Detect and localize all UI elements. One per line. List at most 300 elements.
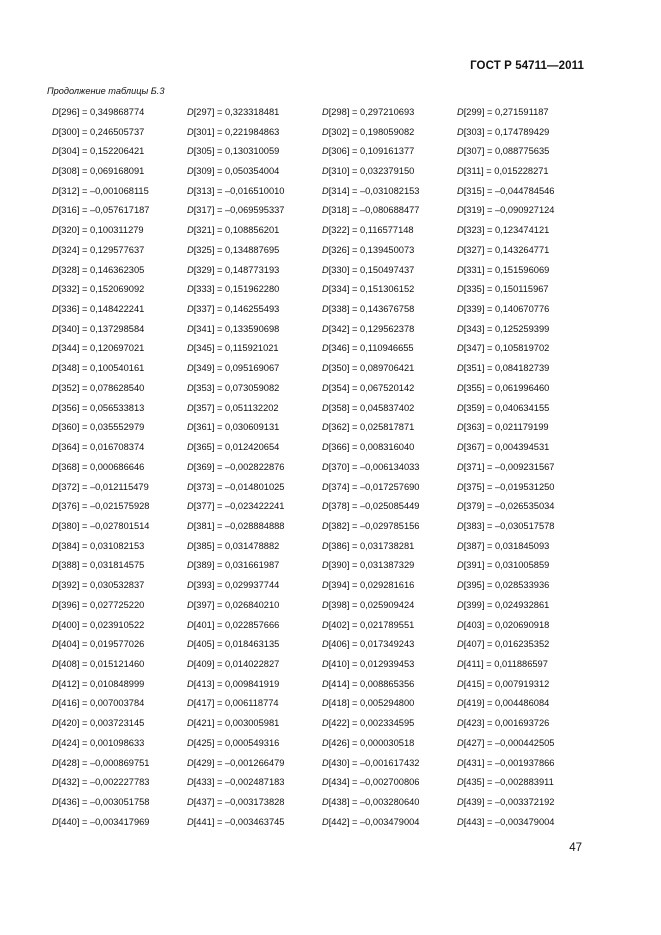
table-caption: Продолжение таблицы Б.3	[47, 86, 165, 96]
table-cell	[52, 501, 187, 511]
variable-name: D	[457, 402, 464, 413]
variable-name: D	[322, 244, 329, 255]
table-cell	[457, 304, 592, 314]
variable-name: D	[52, 185, 59, 196]
coefficient-value: [361] = 0,030609131	[193, 422, 280, 433]
coefficient-value: [426] = 0,000030518	[328, 737, 415, 748]
coefficient-value: [332] = 0,152069092	[58, 284, 145, 295]
table-cell	[322, 797, 457, 807]
table-row	[52, 615, 592, 635]
variable-name: D	[322, 146, 329, 157]
coefficient-value: [375] = –0,019531250	[463, 481, 555, 492]
coefficient-value: [365] = 0,012420654	[193, 442, 280, 453]
coefficient-value: [394] = 0,029281616	[328, 580, 415, 591]
coefficient-value: [373] = –0,014801025	[193, 481, 285, 492]
coefficient-value: [320] = 0,100311279	[58, 225, 144, 236]
variable-name: D	[457, 718, 464, 729]
table-cell	[457, 521, 592, 531]
table-cell	[322, 462, 457, 472]
table-row	[52, 161, 592, 181]
variable-name: D	[457, 540, 464, 551]
table-row	[52, 299, 592, 319]
variable-name: D	[457, 166, 464, 177]
coefficient-value: [309] = 0,050354004	[193, 166, 280, 177]
table-cell	[322, 146, 457, 156]
variable-name: D	[187, 264, 194, 275]
coefficient-value: [377] = –0,023422241	[193, 501, 285, 512]
table-cell	[457, 620, 592, 630]
variable-name: D	[457, 442, 464, 453]
variable-name: D	[322, 797, 329, 808]
table-row	[52, 398, 592, 418]
table-cell	[52, 343, 187, 353]
table-row	[52, 358, 592, 378]
variable-name: D	[52, 205, 59, 216]
coefficient-value: [306] = 0,109161377	[328, 146, 415, 157]
coefficient-value: [423] = 0,001693726	[463, 718, 550, 729]
table-cell	[322, 482, 457, 492]
coefficient-value: [356] = 0,056533813	[58, 402, 145, 413]
coefficient-value: [329] = 0,148773193	[193, 264, 280, 275]
table-cell	[322, 758, 457, 768]
variable-name: D	[457, 363, 464, 374]
coefficient-value: [335] = 0,150115967	[463, 284, 549, 295]
table-cell	[457, 758, 592, 768]
variable-name: D	[187, 481, 194, 492]
variable-name: D	[52, 816, 59, 827]
table-cell	[322, 343, 457, 353]
variable-name: D	[187, 757, 194, 768]
table-cell	[187, 166, 322, 176]
table-row	[52, 496, 592, 516]
table-row	[52, 674, 592, 694]
variable-name: D	[52, 481, 59, 492]
table-cell	[52, 107, 187, 117]
table-row	[52, 753, 592, 773]
coefficient-value: [301] = 0,221984863	[193, 126, 280, 137]
variable-name: D	[52, 146, 59, 157]
table-cell	[52, 383, 187, 393]
table-cell	[187, 777, 322, 787]
table-cell	[52, 521, 187, 531]
table-cell	[187, 718, 322, 728]
variable-name: D	[187, 658, 194, 669]
table-row	[52, 477, 592, 497]
variable-name: D	[52, 244, 59, 255]
coefficient-value: [314] = –0,031082153	[328, 185, 420, 196]
table-cell	[187, 560, 322, 570]
coefficient-value: [315] = –0,044784546	[463, 185, 555, 196]
table-cell	[322, 442, 457, 452]
variable-name: D	[322, 323, 329, 334]
variable-name: D	[322, 402, 329, 413]
variable-name: D	[457, 126, 464, 137]
variable-name: D	[457, 146, 464, 157]
coefficient-value: [371] = –0,009231567	[463, 461, 555, 472]
variable-name: D	[52, 797, 59, 808]
table-row	[52, 240, 592, 260]
variable-name: D	[457, 678, 464, 689]
coefficient-value: [326] = 0,139450073	[328, 244, 415, 255]
variable-name: D	[457, 225, 464, 236]
coefficient-value: [342] = 0,129562378	[328, 323, 415, 334]
coefficient-value: [418] = 0,005294800	[328, 698, 415, 709]
coefficient-value: [305] = 0,130310059	[193, 146, 280, 157]
table-cell	[457, 284, 592, 294]
table-cell	[52, 304, 187, 314]
coefficient-value: [330] = 0,150497437	[328, 264, 415, 275]
coefficient-value: [340] = 0,137298584	[58, 323, 145, 334]
table-cell	[187, 501, 322, 511]
variable-name: D	[52, 264, 59, 275]
variable-name: D	[187, 363, 194, 374]
table-cell	[457, 324, 592, 334]
variable-name: D	[187, 580, 194, 591]
variable-name: D	[322, 501, 329, 512]
variable-name: D	[187, 205, 194, 216]
variable-name: D	[52, 382, 59, 393]
variable-name: D	[322, 422, 329, 433]
coefficient-value: [344] = 0,120697021	[58, 343, 145, 354]
coefficient-value: [310] = 0,032379150	[328, 166, 415, 177]
table-cell	[52, 146, 187, 156]
table-cell	[187, 343, 322, 353]
table-cell	[457, 659, 592, 669]
table-cell	[322, 383, 457, 393]
coefficient-value: [327] = 0,143264771	[463, 244, 550, 255]
table-cell	[322, 698, 457, 708]
coefficient-value: [427] = –0,000442505	[463, 737, 555, 748]
coefficient-value: [298] = 0,297210693	[328, 106, 415, 117]
coefficient-value: [307] = 0,088775635	[463, 146, 550, 157]
coefficient-value: [337] = 0,146255493	[193, 304, 280, 315]
coefficient-value: [392] = 0,030532837	[58, 580, 145, 591]
variable-name: D	[52, 166, 59, 177]
table-cell	[52, 166, 187, 176]
table-cell	[52, 363, 187, 373]
table-cell	[322, 521, 457, 531]
table-cell	[457, 422, 592, 432]
table-cell	[322, 679, 457, 689]
table-row	[52, 812, 592, 832]
variable-name: D	[322, 106, 329, 117]
coefficient-value: [338] = 0,143676758	[328, 304, 415, 315]
variable-name: D	[52, 323, 59, 334]
variable-name: D	[52, 678, 59, 689]
variable-name: D	[52, 639, 59, 650]
variable-name: D	[52, 284, 59, 295]
coefficient-value: [316] = –0,057617187	[58, 205, 150, 216]
variable-name: D	[52, 442, 59, 453]
table-cell	[187, 304, 322, 314]
coefficient-value: [312] = –0,001068115	[58, 185, 149, 196]
variable-name: D	[322, 442, 329, 453]
variable-name: D	[187, 540, 194, 551]
coefficient-table	[52, 102, 592, 832]
variable-name: D	[187, 501, 194, 512]
variable-name: D	[52, 422, 59, 433]
coefficient-value: [304] = 0,152206421	[58, 146, 145, 157]
variable-name: D	[457, 106, 464, 117]
variable-name: D	[322, 126, 329, 137]
table-cell	[457, 442, 592, 452]
coefficient-value: [303] = 0,174789429	[463, 126, 550, 137]
table-cell	[322, 166, 457, 176]
coefficient-value: [308] = 0,069168091	[58, 166, 145, 177]
coefficient-value: [370] = –0,006134033	[328, 461, 420, 472]
page-number: 47	[569, 842, 582, 854]
variable-name: D	[52, 501, 59, 512]
table-cell	[322, 541, 457, 551]
table-row	[52, 595, 592, 615]
variable-name: D	[457, 461, 464, 472]
variable-name: D	[457, 580, 464, 591]
coefficient-value: [422] = 0,002334595	[328, 718, 415, 729]
table-cell	[52, 245, 187, 255]
coefficient-value: [391] = 0,031005859	[463, 560, 550, 571]
variable-name: D	[322, 698, 329, 709]
coefficient-value: [429] = –0,001266479	[193, 757, 285, 768]
table-cell	[322, 225, 457, 235]
variable-name: D	[52, 363, 59, 374]
coefficient-value: [408] = 0,015121460	[58, 658, 145, 669]
table-cell	[187, 738, 322, 748]
table-cell	[187, 265, 322, 275]
table-cell	[457, 482, 592, 492]
coefficient-value: [346] = 0,110946655	[328, 343, 414, 354]
table-row	[52, 634, 592, 654]
coefficient-value: [405] = 0,018463135	[193, 639, 280, 650]
coefficient-value: [441] = –0,003463745	[193, 816, 285, 827]
variable-name: D	[457, 757, 464, 768]
variable-name: D	[457, 343, 464, 354]
coefficient-value: [411] = 0,011886597	[463, 658, 548, 669]
coefficient-value: [352] = 0,078628540	[58, 382, 145, 393]
table-cell	[322, 245, 457, 255]
table-cell	[52, 324, 187, 334]
coefficient-value: [421] = 0,003005981	[193, 718, 280, 729]
coefficient-value: [324] = 0,129577637	[58, 244, 145, 255]
variable-name: D	[52, 560, 59, 571]
coefficient-value: [367] = 0,004394531	[463, 442, 550, 453]
variable-name: D	[187, 461, 194, 472]
coefficient-value: [431] = –0,001937866	[463, 757, 555, 768]
table-cell	[52, 817, 187, 827]
table-cell	[52, 600, 187, 610]
table-cell	[52, 659, 187, 669]
coefficient-value: [363] = 0,021179199	[463, 422, 549, 433]
table-cell	[322, 718, 457, 728]
table-cell	[187, 797, 322, 807]
coefficient-value: [336] = 0,148422241	[58, 304, 145, 315]
variable-name: D	[457, 737, 464, 748]
table-cell	[322, 304, 457, 314]
table-cell	[187, 422, 322, 432]
table-cell	[322, 639, 457, 649]
variable-name: D	[187, 382, 194, 393]
table-cell	[52, 422, 187, 432]
variable-name: D	[322, 481, 329, 492]
table-cell	[457, 225, 592, 235]
variable-name: D	[52, 304, 59, 315]
coefficient-value: [406] = 0,017349243	[328, 639, 415, 650]
variable-name: D	[52, 757, 59, 768]
coefficient-value: [362] = 0,025817871	[328, 422, 415, 433]
variable-name: D	[52, 718, 59, 729]
variable-name: D	[457, 698, 464, 709]
variable-name: D	[457, 304, 464, 315]
variable-name: D	[322, 599, 329, 610]
table-cell	[457, 245, 592, 255]
coefficient-value: [349] = 0,095169067	[193, 363, 280, 374]
coefficient-value: [299] = 0,271591187	[463, 106, 549, 117]
coefficient-value: [318] = –0,080688477	[328, 205, 420, 216]
coefficient-value: [389] = 0,031661987	[193, 560, 280, 571]
table-cell	[52, 560, 187, 570]
table-cell	[187, 186, 322, 196]
variable-name: D	[52, 461, 59, 472]
coefficient-value: [385] = 0,031478882	[193, 540, 280, 551]
coefficient-value: [390] = 0,031387329	[328, 560, 415, 571]
coefficient-value: [393] = 0,029937744	[193, 580, 280, 591]
variable-name: D	[322, 363, 329, 374]
table-cell	[322, 777, 457, 787]
coefficient-value: [328] = 0,146362305	[58, 264, 145, 275]
coefficient-value: [369] = –0,002822876	[193, 461, 285, 472]
coefficient-value: [399] = 0,024932861	[463, 599, 550, 610]
coefficient-value: [419] = 0,004486084	[463, 698, 550, 709]
variable-name: D	[322, 461, 329, 472]
coefficient-value: [403] = 0,020690918	[463, 619, 550, 630]
variable-name: D	[187, 560, 194, 571]
table-cell	[457, 797, 592, 807]
coefficient-value: [341] = 0,133590698	[193, 323, 280, 334]
coefficient-value: [410] = 0,012939453	[328, 658, 415, 669]
table-cell	[457, 777, 592, 787]
table-cell	[187, 817, 322, 827]
coefficient-value: [358] = 0,045837402	[328, 402, 415, 413]
coefficient-value: [348] = 0,100540161	[58, 363, 145, 374]
table-cell	[322, 265, 457, 275]
coefficient-value: [409] = 0,014022827	[193, 658, 280, 669]
table-row	[52, 516, 592, 536]
variable-name: D	[322, 205, 329, 216]
coefficient-value: [343] = 0,125259399	[463, 323, 550, 334]
variable-name: D	[457, 481, 464, 492]
coefficient-value: [368] = 0,000686646	[58, 461, 145, 472]
variable-name: D	[457, 284, 464, 295]
table-cell	[187, 225, 322, 235]
table-row	[52, 733, 592, 753]
coefficient-value: [379] = –0,026535034	[463, 501, 555, 512]
table-cell	[52, 758, 187, 768]
variable-name: D	[52, 737, 59, 748]
table-cell	[52, 186, 187, 196]
variable-name: D	[322, 639, 329, 650]
table-row	[52, 220, 592, 240]
variable-name: D	[457, 658, 464, 669]
table-row	[52, 654, 592, 674]
table-cell	[187, 541, 322, 551]
table-cell	[457, 363, 592, 373]
variable-name: D	[322, 166, 329, 177]
table-cell	[187, 127, 322, 137]
variable-name: D	[322, 264, 329, 275]
coefficient-value: [357] = 0,051132202	[193, 402, 279, 413]
coefficient-value: [407] = 0,016235352	[463, 639, 550, 650]
coefficient-value: [381] = –0,028884888	[193, 520, 285, 531]
table-cell	[457, 383, 592, 393]
variable-name: D	[187, 284, 194, 295]
coefficient-value: [355] = 0,061996460	[463, 382, 550, 393]
table-cell	[52, 580, 187, 590]
variable-name: D	[322, 718, 329, 729]
coefficient-value: [311] = 0,015228271	[463, 166, 549, 177]
variable-name: D	[187, 678, 194, 689]
coefficient-value: [395] = 0,028533936	[463, 580, 550, 591]
table-cell	[52, 738, 187, 748]
variable-name: D	[322, 225, 329, 236]
variable-name: D	[52, 402, 59, 413]
coefficient-value: [382] = –0,029785156	[328, 520, 420, 531]
table-cell	[52, 797, 187, 807]
table-cell	[322, 422, 457, 432]
table-cell	[52, 127, 187, 137]
coefficient-value: [350] = 0,089706421	[328, 363, 415, 374]
table-cell	[52, 541, 187, 551]
table-row	[52, 339, 592, 359]
coefficient-value: [428] = –0,000869751	[58, 757, 150, 768]
table-row	[52, 694, 592, 714]
table-row	[52, 181, 592, 201]
coefficient-value: [323] = 0,123474121	[463, 225, 550, 236]
variable-name: D	[457, 816, 464, 827]
variable-name: D	[187, 737, 194, 748]
table-cell	[457, 580, 592, 590]
table-cell	[187, 383, 322, 393]
coefficient-value: [376] = –0,021575928	[58, 501, 150, 512]
table-cell	[52, 639, 187, 649]
variable-name: D	[52, 580, 59, 591]
table-cell	[187, 620, 322, 630]
table-cell	[187, 205, 322, 215]
variable-name: D	[52, 599, 59, 610]
variable-name: D	[322, 284, 329, 295]
coefficient-value: [425] = 0,000549316	[193, 737, 280, 748]
table-cell	[52, 698, 187, 708]
table-cell	[187, 639, 322, 649]
coefficient-value: [404] = 0,019577026	[58, 639, 145, 650]
coefficient-value: [302] = 0,198059082	[328, 126, 415, 137]
variable-name: D	[187, 422, 194, 433]
coefficient-value: [339] = 0,140670776	[463, 304, 550, 315]
table-cell	[322, 186, 457, 196]
table-cell	[187, 245, 322, 255]
table-cell	[457, 186, 592, 196]
table-cell	[457, 265, 592, 275]
table-cell	[187, 284, 322, 294]
coefficient-value: [442] = –0,003479004	[328, 816, 420, 827]
variable-name: D	[52, 777, 59, 788]
table-cell	[322, 205, 457, 215]
table-cell	[322, 501, 457, 511]
variable-name: D	[322, 757, 329, 768]
table-cell	[187, 363, 322, 373]
coefficient-value: [297] = 0,323318481	[193, 106, 280, 117]
variable-name: D	[52, 658, 59, 669]
variable-name: D	[457, 382, 464, 393]
coefficient-value: [333] = 0,151962280	[193, 284, 280, 295]
